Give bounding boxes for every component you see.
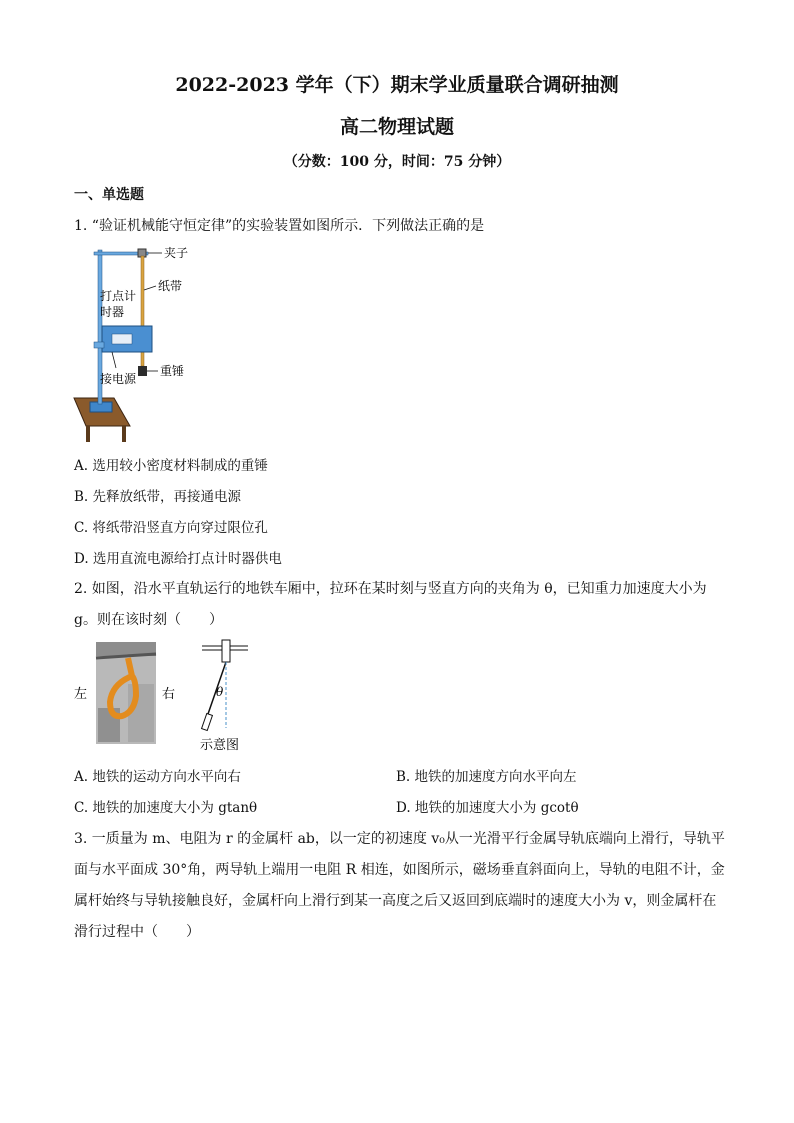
exam-title: 2022-2023 学年（下）期末学业质量联合调研抽测: [175, 74, 619, 96]
label-right: 右: [162, 687, 176, 702]
q2-stem-line1: 2. 如图，沿水平直轨运行的地铁车厢中，拉环在某时刻与竖直方向的夹角为 θ，已知重力加速度大小为: [74, 581, 707, 597]
q2-option-b: B. 地铁的加速度方向水平向左: [396, 769, 577, 785]
handle: [202, 713, 213, 730]
q2-option-c: C. 地铁的加速度大小为 gtanθ: [74, 800, 258, 816]
label-power: 接电源: [100, 372, 137, 386]
label-caption: 示意图: [200, 738, 240, 753]
q1-option-d: D. 选用直流电源给打点计时器供电: [74, 551, 282, 567]
label-timer-1: 打点计: [100, 289, 137, 303]
q1-stem: 1. “验证机械能守恒定律”的实验装置如图所示．下列做法正确的是: [74, 218, 485, 234]
q3-line3: 属杆始终与导轨接触良好，金属杆向上滑行到某一高度之后又返回到底端时的速度大小为 v，则金属杆在: [74, 893, 717, 909]
exam-subtitle: 高二物理试题: [339, 116, 454, 138]
label-left: 左: [74, 687, 88, 702]
label-tape: 纸带: [158, 279, 183, 293]
q3-line2: 面与水平面成 30°角，两导轨上端用一电阻 R 相连，如图所示，磁场垂直斜面向上，导轨的电阻不计，金: [74, 862, 725, 878]
q1-apparatus-figure: [72, 238, 202, 444]
q2-handle-figure: [70, 636, 260, 756]
rod-clamp: [94, 342, 104, 348]
q1-option-a: A. 选用较小密度材料制成的重锤: [74, 458, 268, 474]
section-heading: 一、单选题: [74, 187, 144, 203]
label-clip: 夹子: [164, 246, 189, 260]
hanger: [222, 640, 230, 662]
table-leg: [122, 426, 126, 442]
q1-option-b: B. 先释放纸带，再接通电源: [74, 489, 242, 505]
exam-meta: （分数：100 分，时间：75 分钟）: [283, 154, 511, 170]
label-weight: 重锤: [160, 364, 185, 378]
q2-option-a: A. 地铁的运动方向水平向右: [74, 769, 241, 785]
label-theta: θ: [216, 685, 224, 699]
weight: [138, 366, 147, 376]
label-timer-2: 时器: [100, 305, 125, 319]
q1-option-c: C. 将纸带沿竖直方向穿过限位孔: [74, 520, 268, 536]
table-leg: [86, 426, 90, 442]
q2-stem-line2: g。则在该时刻（ ）: [74, 612, 223, 628]
q3-line1: 3. 一质量为 m、电阻为 r 的金属杆 ab，以一定的初速度 v₀从一光滑平行金属导轨底端向上滑行，导轨平: [74, 831, 725, 847]
q3-line4: 滑行过程中（ ）: [74, 924, 200, 940]
timer-window: [112, 334, 132, 344]
q2-option-d: D. 地铁的加速度大小为 gcotθ: [396, 800, 579, 816]
